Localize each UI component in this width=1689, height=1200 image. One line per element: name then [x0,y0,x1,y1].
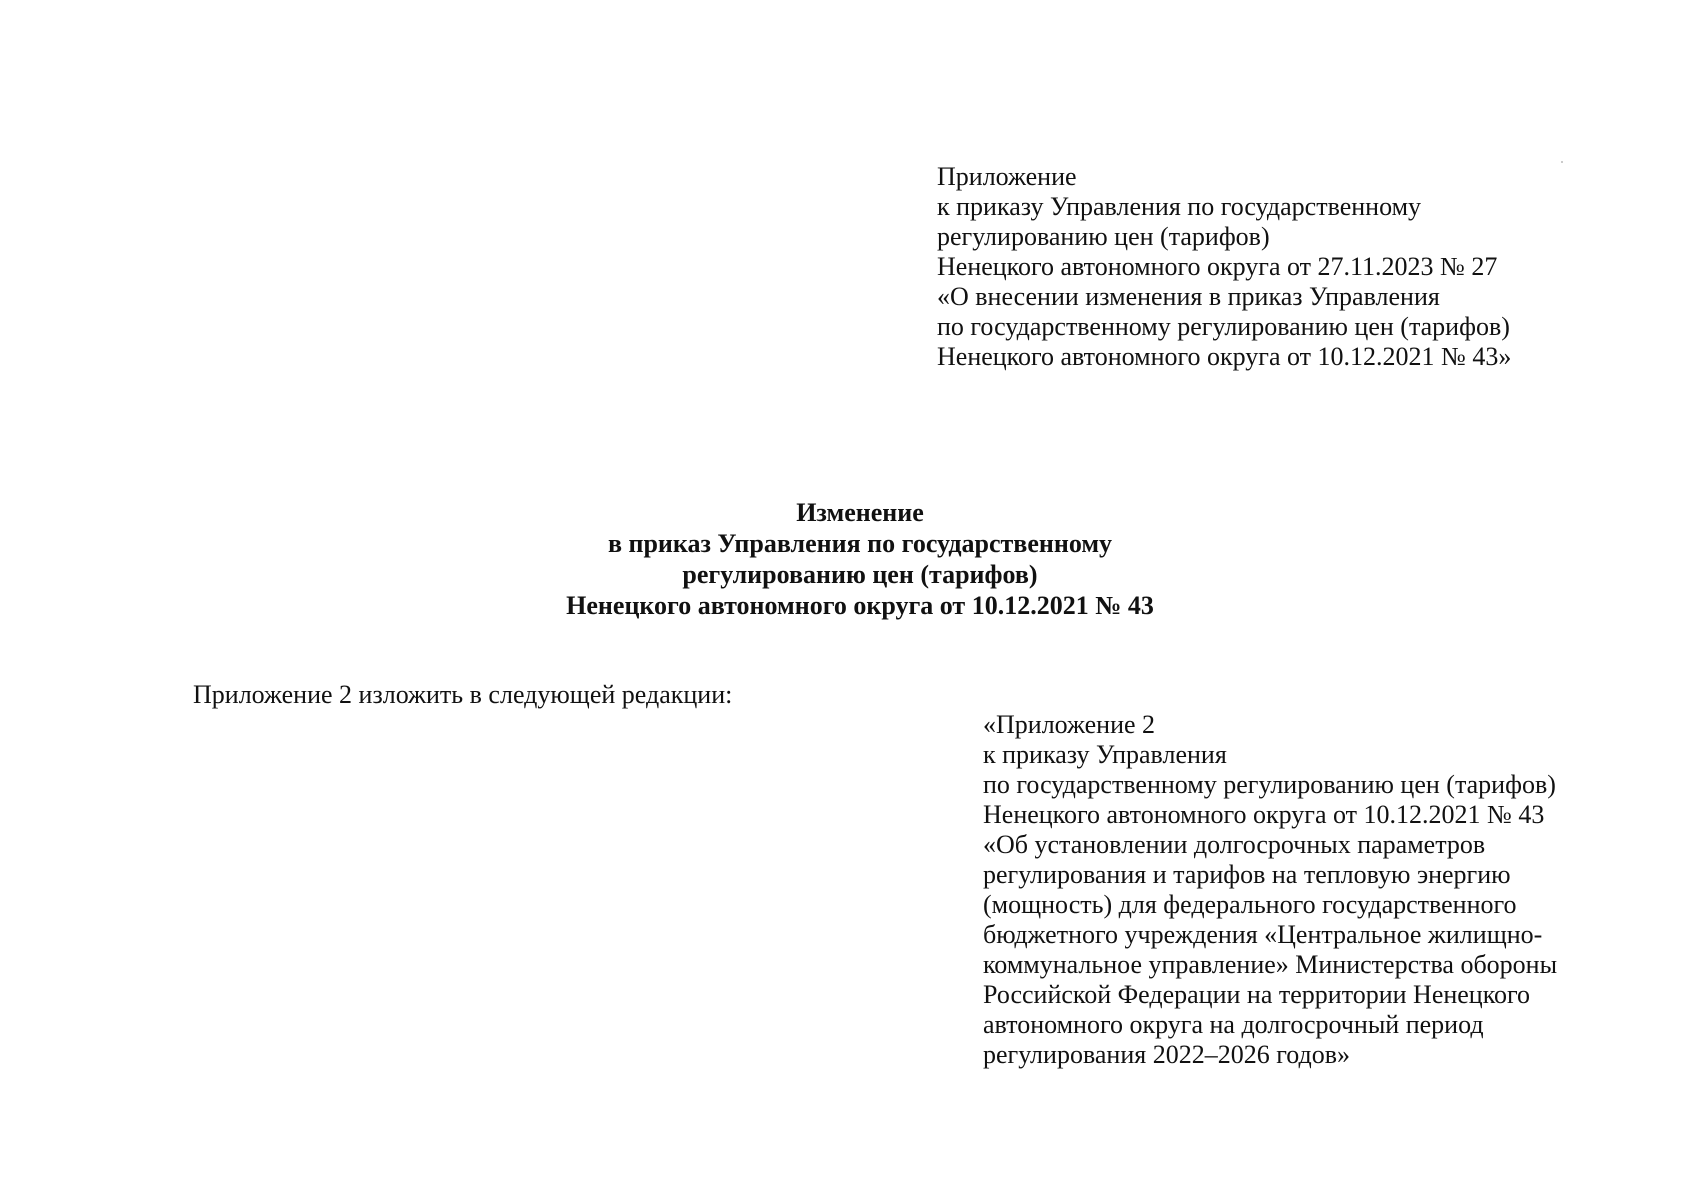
new-appendix-line: коммунальное управление» Министерства обороны [983,950,1558,979]
new-appendix-line: бюджетного учреждения «Центральное жилищно- [983,920,1543,949]
new-appendix-line: «Об установлении долгосрочных параметров [983,830,1486,859]
appendix-header-line: Приложение [937,162,1077,191]
appendix-header-line: «О внесении изменения в приказ Управления [937,282,1440,311]
new-appendix-block [983,710,1557,1070]
intro-paragraph: Приложение 2 изложить в следующей редакции: [193,680,733,709]
title-line: в приказ Управления по государственному [607,529,1113,558]
new-appendix-line: к приказу Управления [983,740,1227,769]
appendix-header-line: Ненецкого автономного округа от 27.11.2023 № 27 [937,252,1498,281]
appendix-header-line: к приказу Управления по государственному [937,192,1422,221]
appendix-header-line: по государственному регулированию цен (тарифов) [937,312,1510,341]
new-appendix-line: автономного округа на долгосрочный период [983,1010,1484,1039]
scan-speck [1561,161,1563,163]
new-appendix-line: регулирования 2022–2026 годов» [983,1040,1350,1069]
title-line: Изменение [796,498,924,527]
document-title [560,497,1160,621]
title-line: Ненецкого автономного округа от 10.12.2021 № 43 [566,591,1154,620]
appendix-header-block [937,162,1511,372]
new-appendix-line: Российской Федерации на территории Ненецкого [983,980,1531,1009]
new-appendix-line: регулирования и тарифов на тепловую энергию [983,860,1511,889]
appendix-header-line: регулированию цен (тарифов) [937,222,1270,251]
new-appendix-line: Ненецкого автономного округа от 10.12.2021 № 43 [983,800,1545,829]
new-appendix-line: (мощность) для федерального государственного [983,890,1517,919]
new-appendix-line: по государственному регулированию цен (тарифов) [983,770,1556,799]
title-line: регулированию цен (тарифов) [682,560,1038,589]
new-appendix-line: «Приложение 2 [983,710,1156,739]
appendix-header-line: Ненецкого автономного округа от 10.12.2021 № 43» [937,342,1512,371]
